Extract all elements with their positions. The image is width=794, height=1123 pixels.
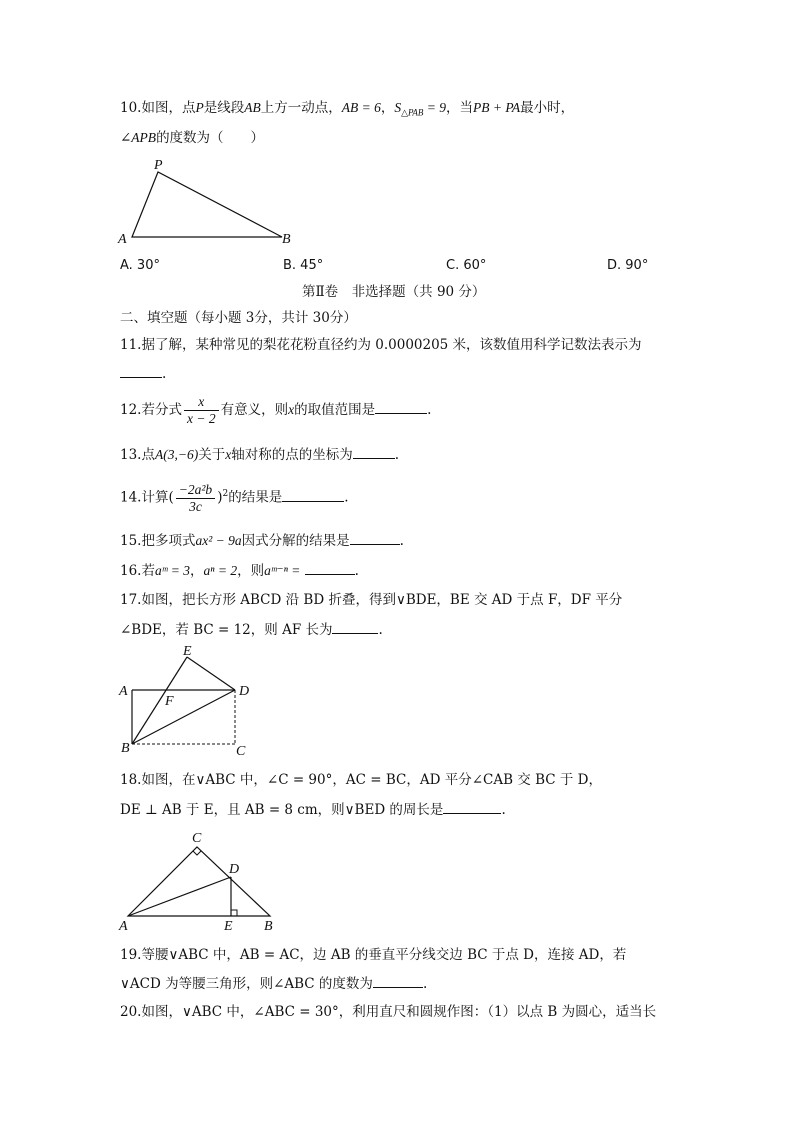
q10-cond1: AB = 6 <box>341 100 381 115</box>
q17-label-c: C <box>236 744 246 759</box>
q10-choice-b: B. 45° <box>283 258 324 273</box>
q12-prefix: 12.若分式 <box>120 402 182 418</box>
q16-sep: ， <box>189 563 204 579</box>
q18-answer-blank[interactable] <box>443 801 501 814</box>
q16-c3: aᵐ⁻ⁿ = <box>264 563 301 578</box>
q11-line1: 11.据了解，某种常见的梨花花粉直径约为 0.0000205 米，该数值用科学记数法表示为 <box>120 337 642 353</box>
q13-line <box>120 445 399 465</box>
q10-label-p: P <box>154 158 163 173</box>
q14-line: 14.计算( $\frac{\text{−2a²b}}{3c}$ )$^2$的结果是 . <box>120 481 349 514</box>
q11-end: . <box>162 366 167 382</box>
q19-line2 <box>120 974 427 994</box>
q18-label-a: A <box>119 919 128 934</box>
q16-prefix: 16.若 <box>120 563 155 579</box>
q15-answer-blank[interactable] <box>350 532 400 545</box>
q12-line <box>120 392 431 428</box>
q10-segment-ab: AB <box>244 100 261 115</box>
q13-prefix: 13.点 <box>120 447 155 463</box>
q19-answer-blank[interactable] <box>373 975 423 988</box>
q15-end: . <box>399 533 404 549</box>
q14-power: 2 <box>222 489 229 499</box>
q17-diagonal-bd <box>132 690 235 744</box>
q18-bisector-ad <box>128 877 231 916</box>
q18-line2 <box>120 800 506 820</box>
q19-line1: 19.等腰∨ABC 中，AB = AC，边 AB 的垂直平分线交边 BC 于点 D，连接 AD，若 <box>120 947 627 963</box>
q15-line <box>120 531 404 551</box>
q15-expr: ax² − 9a <box>195 533 242 548</box>
q14-numerator: −2a²b <box>176 482 215 499</box>
q17-label-a: A <box>119 684 128 699</box>
q12-var: x <box>288 402 295 417</box>
q10-choice-c: C. 60° <box>446 258 487 273</box>
q14-suffix: 的结果是 <box>228 489 283 506</box>
q17-label-e: E <box>183 645 192 659</box>
q19-line2-prefix: ∨ACD 为等腰三角形，则∠ABC 的度数为 <box>120 976 373 992</box>
q10-mid1: 是线段 <box>203 100 245 116</box>
q17-label-d: D <box>239 684 250 699</box>
q14-end: . <box>344 489 349 506</box>
q17-answer-blank[interactable] <box>332 621 378 634</box>
q10-line2-text: 的度数为（ ） <box>156 130 265 146</box>
q10-line2 <box>120 128 264 148</box>
q10-choice-d: D. 90° <box>607 258 649 273</box>
q17-label-f: F <box>165 694 174 709</box>
q16-end: . <box>354 563 359 579</box>
q10-prefix: 10.如图，点 <box>120 100 196 116</box>
q16-c2: aⁿ = 2 <box>203 563 238 578</box>
q10-area-s: S <box>394 100 402 115</box>
q18-label-b: B <box>264 919 273 934</box>
q10-mid2: 上方一动点， <box>260 100 342 116</box>
q10-figure <box>110 155 310 250</box>
q10-label-b: B <box>282 232 291 247</box>
q18-label-e: E <box>224 919 233 934</box>
q10-point-p: P <box>195 100 204 115</box>
q17-label-b: B <box>121 741 130 756</box>
q18-triangle-abc <box>128 847 270 916</box>
q18-label-c: C <box>192 831 202 846</box>
q16-answer-blank[interactable] <box>305 562 355 575</box>
q10-choice-a: A. 30° <box>120 258 160 273</box>
q12-numerator: x <box>184 394 219 411</box>
q18-right-angle-c <box>193 851 201 855</box>
q18-end: . <box>501 802 506 818</box>
q18-figure <box>115 825 285 935</box>
q13-var: x <box>225 447 232 462</box>
q10-expr: PB + PA <box>472 100 521 115</box>
q10-angle: ∠APB <box>120 130 157 145</box>
q17-line2 <box>120 620 383 640</box>
q12-suffix: 的取值范围是 <box>294 402 376 418</box>
q19-end: . <box>422 976 428 992</box>
q14-prefix: 14.计算 <box>120 489 169 506</box>
q14-answer-blank[interactable] <box>282 489 344 502</box>
q13-end: . <box>394 447 400 463</box>
q10-mid3: ，当 <box>445 100 473 116</box>
q17-line2-prefix: ∠BDE，若 BC = 12，则 AF 长为 <box>120 622 333 638</box>
q13-point: A(3,−6) <box>154 447 199 462</box>
q16-line <box>120 561 359 581</box>
q12-denominator: x − 2 <box>186 411 216 426</box>
q12-mid: 有意义，则 <box>220 402 289 418</box>
q17-figure <box>115 645 265 760</box>
q16-c1: aᵐ = 3 <box>154 563 190 578</box>
q20-line1: 20.如图，∨ABC 中，∠ABC = 30°，利用直尺和圆规作图：（1）以点 B 为圆心，适当长 <box>120 1004 657 1020</box>
q11-answer-blank[interactable] <box>120 365 162 378</box>
section-part: 二、填空题（每小题 3分，共计 30分） <box>120 310 357 326</box>
q13-suffix: 轴对称的点的坐标为 <box>231 447 353 463</box>
q10-label-a: A <box>118 232 127 247</box>
q18-line1: 18.如图，在∨ABC 中，∠C = 90°，AC = BC，AD 平分∠CAB 交 BC 于 D， <box>120 772 602 788</box>
q16-mid: ，则 <box>237 563 265 579</box>
section-title: 第Ⅱ卷 非选择题（共 90 分） <box>302 284 486 300</box>
q18-label-d: D <box>229 862 240 877</box>
q14-fraction <box>176 482 215 515</box>
q12-end: . <box>427 402 432 418</box>
q17-side-be <box>132 657 187 744</box>
q13-answer-blank[interactable] <box>353 446 395 459</box>
q17-side-ed <box>187 657 235 690</box>
q17-line1: 17.如图，把长方形 ABCD 沿 BD 折叠，得到∨BDE，BE 交 AD 于点 F，DF 平分 <box>120 592 623 608</box>
q12-fraction <box>184 394 219 427</box>
q18-line2-prefix: DE ⊥ AB 于 E，且 AB = 8 cm，则∨BED 的周长是 <box>120 802 444 818</box>
q14-denominator: 3c <box>189 498 202 514</box>
q10-area-val: = 9 <box>423 100 446 115</box>
q10-area-sub: △PAB <box>401 107 424 118</box>
q17-end: . <box>378 622 383 638</box>
q18-right-angle-e <box>231 910 237 916</box>
q11-line2 <box>120 364 166 384</box>
q10-mid4: 最小时， <box>520 100 575 116</box>
q12-answer-blank[interactable] <box>375 401 427 414</box>
q10-line1: 10.如图，点P是线段AB上方一动点，AB = 6，$S_{\triangle PAB} = 9$，当PB + PA最小时， <box>120 100 575 118</box>
q13-mid: 关于 <box>198 447 226 463</box>
q10-triangle <box>132 172 282 237</box>
q15-prefix: 15.把多项式 <box>120 533 196 549</box>
q15-suffix: 因式分解的结果是 <box>241 533 350 549</box>
